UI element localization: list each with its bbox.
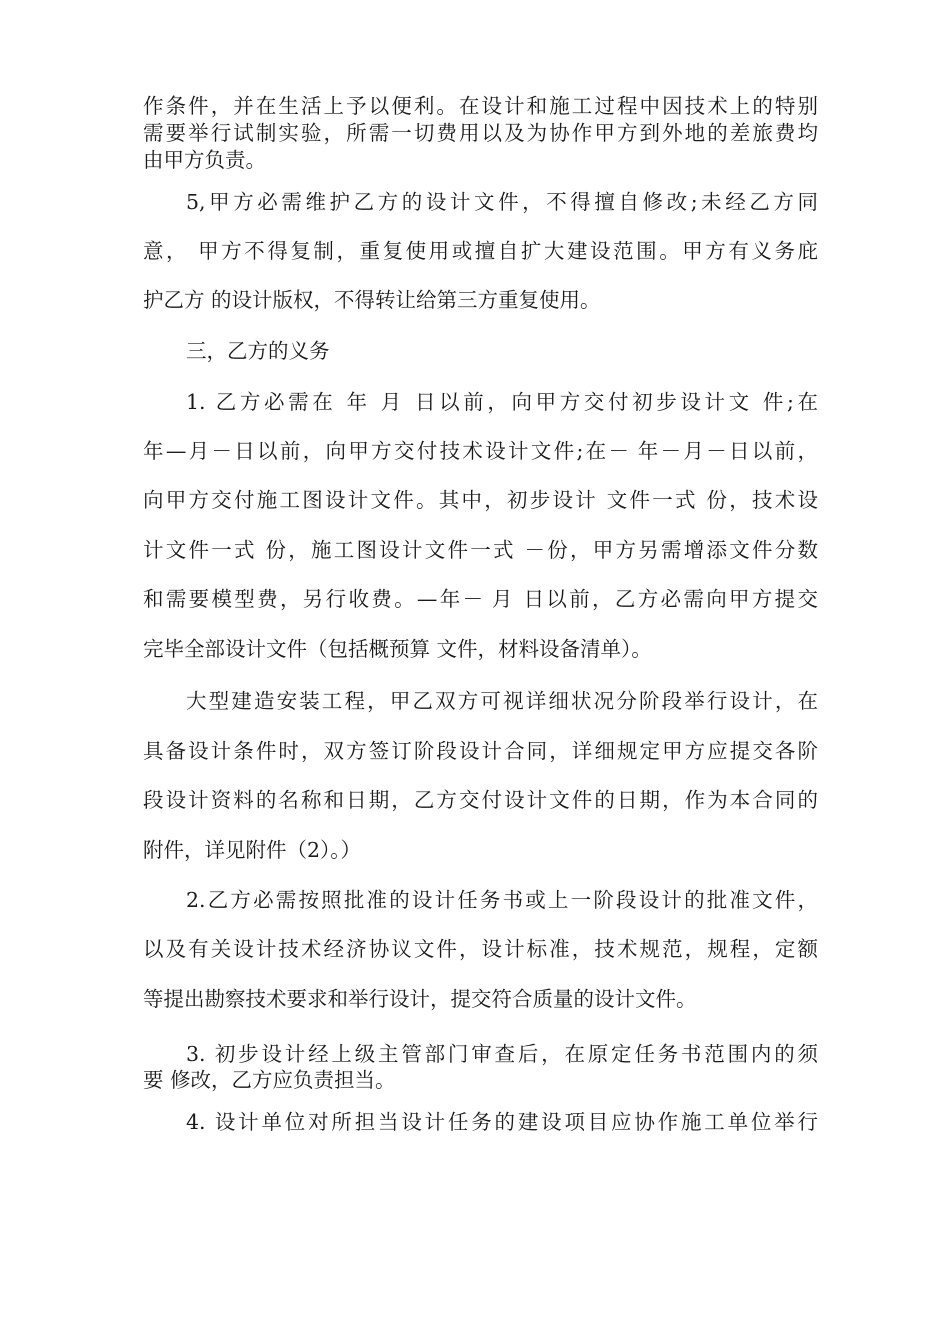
text-line: 完毕全部设计文件（包括概预算 文件，材料设备清单）。 [143, 637, 652, 661]
text-line: 由甲方负责。 [143, 148, 266, 172]
text-line: 要 修改，乙方应负责担当。 [143, 1068, 396, 1092]
text-line: 大型建造安装工程，甲乙双方可视详细状况分阶段举行设计，在 [186, 689, 818, 713]
text-line: 附件，详见附件（2）。） [143, 838, 362, 862]
text-line: 等提出勘察技术要求和举行设计，提交符合质量的设计文件。 [143, 987, 697, 1011]
text-line: 以及有关设计技术经济协议文件，设计标准，技术规范，规程，定额 [143, 937, 818, 961]
text-line: 作条件，并在生活上予以便利。在设计和施工过程中因技术上的特别 [143, 94, 818, 118]
text-line: 5,甲方必需维护乙方的设计文件，不得擅自修改;未经乙方同 [186, 190, 818, 214]
text-line: 段设计资料的名称和日期，乙方交付设计文件的日期，作为本合同的 [143, 788, 818, 812]
text-line: 计文件一式 份，施工图设计文件一式 －份，甲方另需增添文件分数 [143, 538, 818, 562]
text-line: 需要举行试制实验，所需一切费用以及为协作甲方到外地的差旅费均 [143, 121, 818, 145]
section-heading: 三，乙方的义务 [186, 339, 330, 363]
text-line: 意， 甲方不得复制，重复使用或擅自扩大建设范围。甲方有义务庇 [143, 239, 818, 263]
text-line: 护乙方 的设计版权，不得转让给第三方重复使用。 [143, 288, 601, 312]
text-line: 2.乙方必需按照批准的设计任务书或上一阶段设计的批准文件， [186, 888, 818, 912]
text-line: 年—月－日以前，向甲方交付技术设计文件;在－ 年－月－日以前， [143, 439, 818, 463]
text-line: 4. 设计单位对所担当设计任务的建设项目应协作施工单位举行 [186, 1110, 818, 1134]
text-line: 3. 初步设计经上级主管部门审查后，在原定任务书范围内的须 [186, 1042, 818, 1066]
text-line: 向甲方交付施工图设计文件。其中，初步设计 文件一式 份，技术设 [143, 488, 818, 512]
text-line: 和需要模型费，另行收费。—年－ 月 日以前，乙方必需向甲方提交 [143, 587, 818, 611]
text-line: 具备设计条件时，双方签订阶段设计合同，详细规定甲方应提交各阶 [143, 739, 818, 763]
text-line: 1. 乙方必需在 年 月 日以前，向甲方交付初步设计文 件;在 [186, 390, 818, 414]
